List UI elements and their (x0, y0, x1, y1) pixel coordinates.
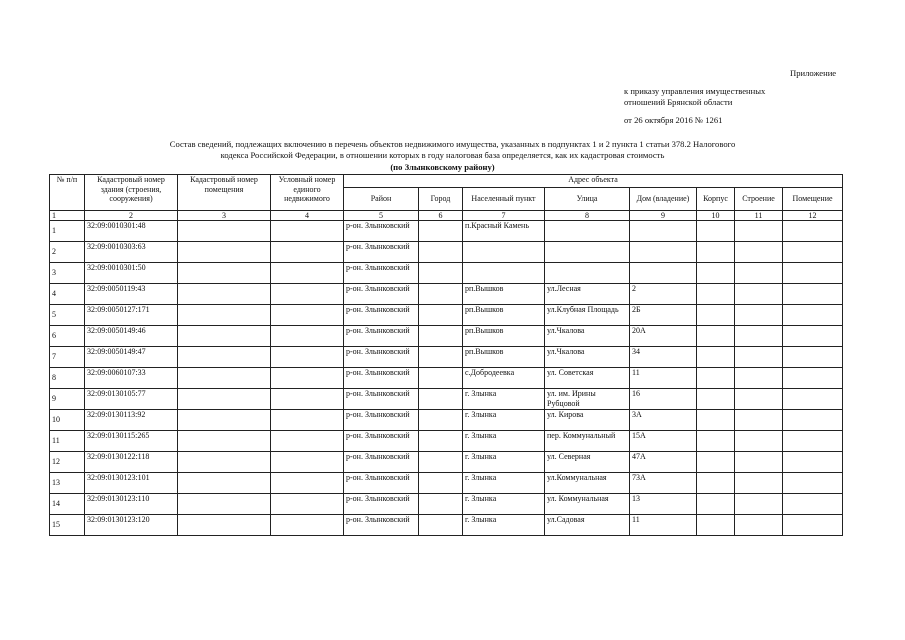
korpus-cell (697, 389, 735, 410)
city-cell (419, 284, 463, 305)
settlement-cell (463, 263, 545, 284)
room-cell (783, 494, 843, 515)
table-row (50, 326, 843, 347)
korpus-cell (697, 305, 735, 326)
conditional-number (271, 494, 344, 515)
settlement-cell: рп.Вышков (463, 305, 545, 326)
cad-room-number (178, 431, 271, 452)
table-row (50, 263, 843, 284)
cad-building-number: 32:09:0050127:171 (85, 305, 178, 326)
document-title-line-2: кодекса Российской Федерации, в отношении которых в году налоговая база определяется, как их кадастровая стоимость (220, 150, 665, 160)
city-cell (419, 452, 463, 473)
city-cell (419, 368, 463, 389)
district-cell: р-он. Злынковский (344, 410, 419, 431)
col-number: 1 (50, 211, 85, 221)
city-cell (419, 242, 463, 263)
district-cell: р-он. Злынковский (344, 242, 419, 263)
street-cell: ул.Садовая (545, 515, 630, 536)
col-header-district: Район (344, 188, 419, 211)
cad-room-number (178, 284, 271, 305)
table-row (50, 284, 843, 305)
street-cell: ул.Чкалова (545, 326, 630, 347)
building-cell (735, 452, 783, 473)
settlement-cell: г. Злынка (463, 494, 545, 515)
building-cell (735, 221, 783, 242)
room-cell (783, 410, 843, 431)
conditional-number (271, 347, 344, 368)
building-cell (735, 242, 783, 263)
table-row (50, 368, 843, 389)
cad-room-number (178, 263, 271, 284)
conditional-number (271, 473, 344, 494)
order-line-1: к приказу управления имущественных (624, 86, 766, 96)
conditional-number (271, 221, 344, 242)
table-row (50, 494, 843, 515)
building-cell (735, 368, 783, 389)
korpus-cell (697, 326, 735, 347)
row-number: 3 (50, 263, 85, 284)
row-number: 12 (50, 452, 85, 473)
building-cell (735, 326, 783, 347)
col-number: 9 (630, 211, 697, 221)
row-number: 5 (50, 305, 85, 326)
col-number: 8 (545, 211, 630, 221)
street-cell: ул.Чкалова (545, 347, 630, 368)
col-number: 4 (271, 211, 344, 221)
cad-building-number: 32:09:0060107:33 (85, 368, 178, 389)
table-row (50, 431, 843, 452)
district-cell: р-он. Злынковский (344, 284, 419, 305)
row-number: 14 (50, 494, 85, 515)
document-title-line-1: Состав сведений, подлежащих включению в перечень объектов недвижимого имущества, указанных в подпунктах 1 и 2 пункта 1 статьи 378.2 Налогового (169, 139, 736, 149)
table-row (50, 221, 843, 242)
district-cell: р-он. Злынковский (344, 452, 419, 473)
cad-room-number (178, 305, 271, 326)
conditional-number (271, 452, 344, 473)
room-cell (783, 452, 843, 473)
cad-building-number: 32:09:0050149:47 (85, 347, 178, 368)
building-cell (735, 473, 783, 494)
city-cell (419, 473, 463, 494)
street-cell: ул. Советская (545, 368, 630, 389)
house-cell: 16 (630, 389, 697, 410)
table-row (50, 389, 843, 410)
appendix-label: Приложение (790, 68, 837, 78)
cad-room-number (178, 473, 271, 494)
row-number: 10 (50, 410, 85, 431)
city-cell (419, 305, 463, 326)
col-number: 5 (344, 211, 419, 221)
city-cell (419, 515, 463, 536)
street-cell: пер. Коммунальный (545, 431, 630, 452)
city-cell (419, 326, 463, 347)
row-number: 9 (50, 389, 85, 410)
settlement-cell: г. Злынка (463, 452, 545, 473)
cad-room-number (178, 515, 271, 536)
row-number: 8 (50, 368, 85, 389)
room-cell (783, 242, 843, 263)
settlement-cell: рп.Вышков (463, 347, 545, 368)
cad-room-number (178, 242, 271, 263)
col-header-cad-building: Кадастровый номер здания (строения, сооружения) (85, 175, 178, 211)
conditional-number (271, 368, 344, 389)
cad-room-number (178, 389, 271, 410)
street-cell: ул.Лесная (545, 284, 630, 305)
cad-room-number (178, 368, 271, 389)
col-header-street: Улица (545, 188, 630, 211)
settlement-cell: г. Злынка (463, 515, 545, 536)
district-cell: р-он. Злынковский (344, 515, 419, 536)
city-cell (419, 221, 463, 242)
settlement-cell: г. Злынка (463, 389, 545, 410)
conditional-number (271, 284, 344, 305)
district-cell: р-он. Злынковский (344, 368, 419, 389)
order-date: от 26 октября 2016 № 1261 (624, 115, 723, 125)
table-row (50, 305, 843, 326)
conditional-number (271, 431, 344, 452)
district-cell: р-он. Злынковский (344, 389, 419, 410)
building-cell (735, 263, 783, 284)
building-cell (735, 494, 783, 515)
room-cell (783, 263, 843, 284)
korpus-cell (697, 515, 735, 536)
house-cell: 11 (630, 515, 697, 536)
conditional-number (271, 515, 344, 536)
table-row (50, 242, 843, 263)
street-cell: ул. Кирова (545, 410, 630, 431)
korpus-cell (697, 410, 735, 431)
cad-room-number (178, 410, 271, 431)
col-header-korpus: Корпус (697, 188, 735, 211)
table-row (50, 452, 843, 473)
col-header-city: Город (419, 188, 463, 211)
house-cell: 20А (630, 326, 697, 347)
city-cell (419, 347, 463, 368)
row-number: 4 (50, 284, 85, 305)
col-number: 6 (419, 211, 463, 221)
district-cell: р-он. Злынковский (344, 431, 419, 452)
house-cell (630, 242, 697, 263)
room-cell (783, 284, 843, 305)
room-cell (783, 368, 843, 389)
cad-building-number: 32:09:0130123:110 (85, 494, 178, 515)
cad-building-number: 32:09:0050149:46 (85, 326, 178, 347)
street-cell: ул.Коммунальная (545, 473, 630, 494)
table-row (50, 347, 843, 368)
building-cell (735, 347, 783, 368)
row-number: 11 (50, 431, 85, 452)
building-cell (735, 410, 783, 431)
street-cell: ул.Клубная Площадь (545, 305, 630, 326)
conditional-number (271, 242, 344, 263)
settlement-cell: п.Красный Камень (463, 221, 545, 242)
district-cell: р-он. Злынковский (344, 263, 419, 284)
city-cell (419, 389, 463, 410)
room-cell (783, 431, 843, 452)
col-header-num: № п/п (50, 175, 85, 211)
row-number: 15 (50, 515, 85, 536)
settlement-cell: г. Злынка (463, 431, 545, 452)
cad-building-number: 32:09:0130123:101 (85, 473, 178, 494)
street-cell: ул. им. Ирины Рубцовой (545, 389, 630, 410)
house-cell (630, 263, 697, 284)
house-cell: 11 (630, 368, 697, 389)
house-cell: 13 (630, 494, 697, 515)
house-cell: 73А (630, 473, 697, 494)
building-cell (735, 431, 783, 452)
col-header-building: Строение (735, 188, 783, 211)
cad-building-number: 32:09:0130123:120 (85, 515, 178, 536)
col-number: 2 (85, 211, 178, 221)
city-cell (419, 494, 463, 515)
room-cell (783, 347, 843, 368)
table-row (50, 473, 843, 494)
street-cell: ул. Коммунальная (545, 494, 630, 515)
district-cell: р-он. Злынковский (344, 326, 419, 347)
house-cell: 2Б (630, 305, 697, 326)
city-cell (419, 410, 463, 431)
district-cell: р-он. Злынковский (344, 347, 419, 368)
col-header-cond-num: Условный номер единого недвижимого (271, 175, 344, 211)
cad-building-number: 32:09:0050119:43 (85, 284, 178, 305)
korpus-cell (697, 221, 735, 242)
korpus-cell (697, 452, 735, 473)
house-cell: 15А (630, 431, 697, 452)
settlement-cell (463, 242, 545, 263)
cad-room-number (178, 326, 271, 347)
col-number: 12 (783, 211, 843, 221)
document-title-district: (по Злынковскому району) (390, 162, 495, 172)
col-header-cad-room: Кадастровый номер помещения (178, 175, 271, 211)
row-number: 13 (50, 473, 85, 494)
col-number: 10 (697, 211, 735, 221)
korpus-cell (697, 473, 735, 494)
conditional-number (271, 389, 344, 410)
settlement-cell: г. Злынка (463, 473, 545, 494)
settlement-cell: с.Добродеевка (463, 368, 545, 389)
room-cell (783, 515, 843, 536)
col-number: 11 (735, 211, 783, 221)
conditional-number (271, 305, 344, 326)
cad-room-number (178, 494, 271, 515)
district-cell: р-он. Злынковский (344, 221, 419, 242)
district-cell: р-он. Злынковский (344, 305, 419, 326)
cad-building-number: 32:09:0130105:77 (85, 389, 178, 410)
cad-room-number (178, 347, 271, 368)
building-cell (735, 284, 783, 305)
building-cell (735, 305, 783, 326)
city-cell (419, 431, 463, 452)
conditional-number (271, 263, 344, 284)
col-header-address: Адрес объекта (344, 175, 843, 188)
city-cell (419, 263, 463, 284)
cad-building-number: 32:09:0010301:50 (85, 263, 178, 284)
cad-building-number: 32:09:0010303:63 (85, 242, 178, 263)
korpus-cell (697, 284, 735, 305)
house-cell (630, 221, 697, 242)
settlement-cell: рп.Вышков (463, 326, 545, 347)
house-cell: 3А (630, 410, 697, 431)
street-cell (545, 263, 630, 284)
korpus-cell (697, 431, 735, 452)
room-cell (783, 305, 843, 326)
col-header-house: Дом (владение) (630, 188, 697, 211)
cad-building-number: 32:09:0130115:265 (85, 431, 178, 452)
row-number: 2 (50, 242, 85, 263)
room-cell (783, 221, 843, 242)
row-number: 6 (50, 326, 85, 347)
korpus-cell (697, 242, 735, 263)
district-cell: р-он. Злынковский (344, 494, 419, 515)
street-cell (545, 242, 630, 263)
district-cell: р-он. Злынковский (344, 473, 419, 494)
room-cell (783, 473, 843, 494)
room-cell (783, 326, 843, 347)
house-cell: 2 (630, 284, 697, 305)
street-cell (545, 221, 630, 242)
cad-building-number: 32:09:0130122:118 (85, 452, 178, 473)
col-number: 7 (463, 211, 545, 221)
property-table (49, 174, 843, 536)
col-header-settlement: Населенный пункт (463, 188, 545, 211)
room-cell (783, 389, 843, 410)
table-row (50, 410, 843, 431)
cad-room-number (178, 221, 271, 242)
korpus-cell (697, 347, 735, 368)
settlement-cell: рп.Вышков (463, 284, 545, 305)
table-row (50, 515, 843, 536)
cad-building-number: 32:09:0130113:92 (85, 410, 178, 431)
house-cell: 47А (630, 452, 697, 473)
col-header-room: Помещение (783, 188, 843, 211)
korpus-cell (697, 494, 735, 515)
row-number: 1 (50, 221, 85, 242)
col-number: 3 (178, 211, 271, 221)
street-cell: ул. Северная (545, 452, 630, 473)
building-cell (735, 515, 783, 536)
cad-building-number: 32:09:0010301:48 (85, 221, 178, 242)
cad-room-number (178, 452, 271, 473)
row-number: 7 (50, 347, 85, 368)
building-cell (735, 389, 783, 410)
house-cell: 34 (630, 347, 697, 368)
conditional-number (271, 326, 344, 347)
settlement-cell: г. Злынка (463, 410, 545, 431)
korpus-cell (697, 263, 735, 284)
table-body (50, 221, 843, 536)
korpus-cell (697, 368, 735, 389)
order-line-2: отношений Брянской области (624, 97, 733, 107)
conditional-number (271, 410, 344, 431)
